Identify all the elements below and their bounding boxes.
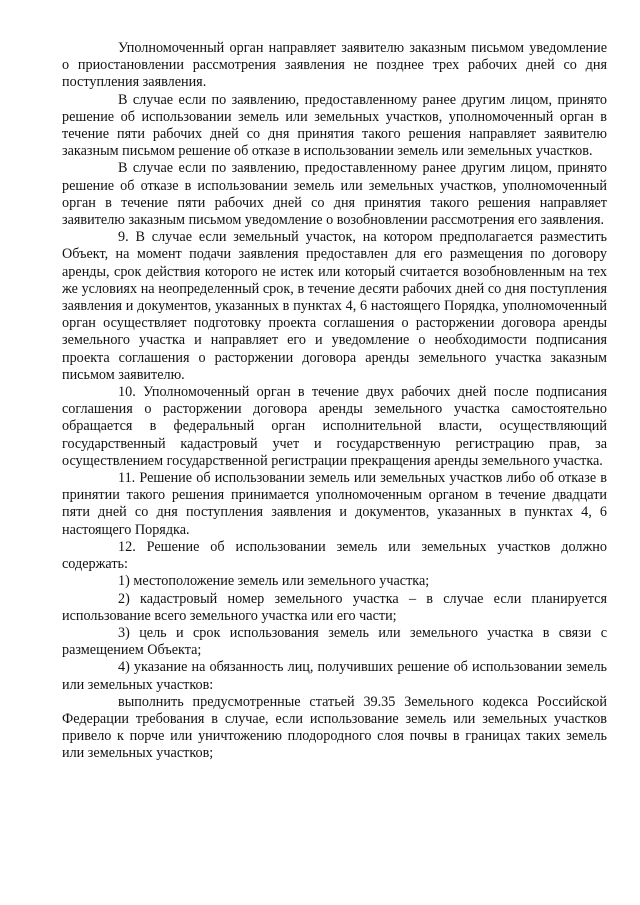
- list-item-3: 3) цель и срок использования земель или земельного участка в связи с размещением Объекта;: [62, 624, 607, 659]
- list-item-4: 4) указание на обязанность лиц, получивших решение об использовании земель или земельных участков:: [62, 659, 607, 693]
- paragraph-decision-on-use: В случае если по заявлению, предоставленному ранее другим лицом, принято решение об использовании земель или земельных участков, уполномоченный орган в течение пяти рабочих дней со дня принятия такого решения направляет заявителю заказным письмом решение об отказе в использовании земель или земельных участков.: [62, 91, 607, 160]
- paragraph-item-11: 11. Решение об использовании земель или земельных участков либо об отказе в принятии такого решения принимается уполномоченным органом в течение двадцати пяти дней со дня поступления заявления и документов, указанных в пунктах 4, 6 настоящего Порядка.: [62, 470, 607, 538]
- list-item-4-obligation: выполнить предусмотренные статьей 39.35 Земельного кодекса Российской Федерации требования в случае, если использование земель или земельных участков привело к порче или уничтожению плодородного слоя почвы в границах таких земель или земельных участков;: [62, 693, 607, 762]
- paragraph-decision-refusal: В случае если по заявлению, предоставленному ранее другим лицом, принято решение об отказе в использовании земель или земельных участков, уполномоченный орган в течение пяти рабочих дней со дня принятия такого решения направляет заявителю заказным письмом уведомление о возобновлении рассмотрения его заявления.: [62, 160, 607, 229]
- paragraph-suspension-notice: Уполномоченный орган направляет заявителю заказным письмом уведомление о приостановлении рассмотрения заявления не позднее трех рабочих дней со дня поступления заявления.: [62, 40, 607, 91]
- paragraph-item-10: 10. Уполномоченный орган в течение двух рабочих дней после подписания соглашения о расторжении договора аренды земельного участка самостоятельно обращается в федеральный орган исполнительной власти, осуществляющий государственный кадастровый учет и государственную регистрацию прав, за осуществлением государственной регистрации прекращения аренды земельного участка.: [62, 384, 607, 469]
- list-item-1: 1) местоположение земель или земельного участка;: [118, 573, 430, 590]
- paragraph-item-12: 12. Решение об использовании земель или земельных участков должно содержать:: [62, 538, 607, 573]
- list-item-2: 2) кадастровый номер земельного участка – в случае если планируется использование всего земельного участка или его части;: [62, 590, 607, 624]
- paragraph-item-9: 9. В случае если земельный участок, на котором предполагается разместить Объект, на момент подачи заявления предоставлен для его размещения по договору аренды, срок действия которого не истек или который считается возобновленным на тех же условиях на неопределенный срок, в течение десяти рабочих дней со дня поступления заявления и документов, указанных в пунктах 4, 6 настоящего Порядка, уполномоченный орган осуществляет подготовку проекта соглашения о расторжении договора аренды земельного участка и направляет его и уведомление о необходимости подписания проекта соглашения о расторжении договора аренды земельного участка заказным письмом заявителю.: [62, 229, 607, 383]
- document-page: [62, 40, 607, 763]
